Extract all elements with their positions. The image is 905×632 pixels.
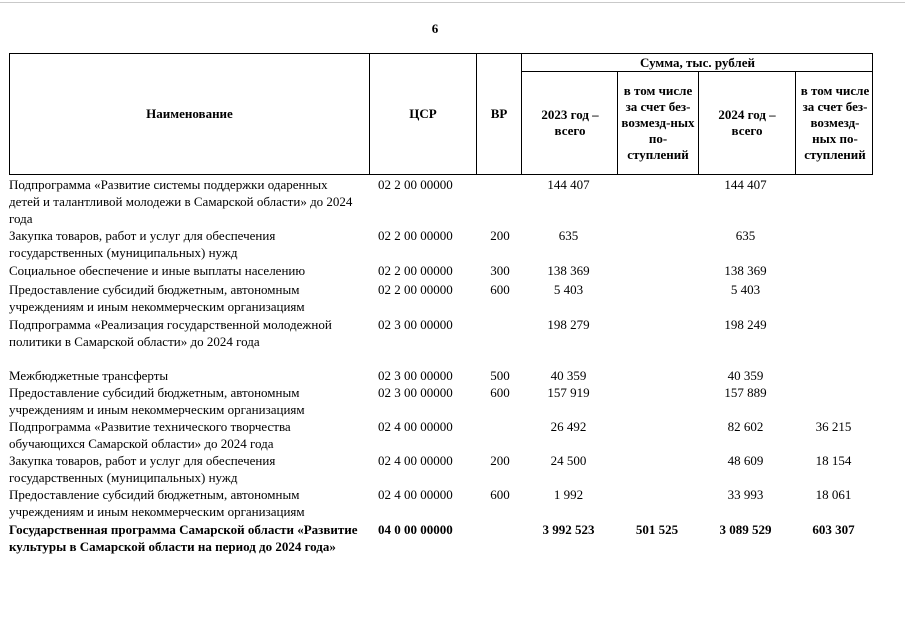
- row-vr: 600: [490, 385, 510, 400]
- row-2024-total: 138 369: [724, 263, 767, 278]
- page-number: 6: [431, 21, 439, 36]
- row-vr: 500: [490, 368, 510, 383]
- row-name: Подпрограмма «Развитие технического творчества обучающихся Самарской области» до 2024 года: [9, 419, 291, 451]
- header-csr: ЦСР: [409, 106, 437, 121]
- divider: [521, 54, 522, 174]
- row-csr: 02 2 00 00000: [378, 177, 453, 192]
- header-name: Наименование: [146, 106, 233, 121]
- row-name: Межбюджетные трансферты: [9, 368, 169, 383]
- row-name: Подпрограмма «Реализация государственной молодежной политики в Самарской области» до 2024 года: [9, 317, 332, 349]
- row-vr: 600: [490, 487, 510, 502]
- row-vr: 300: [490, 263, 510, 278]
- divider: [795, 71, 796, 174]
- header-2023-total: 2023 год – всего: [541, 107, 599, 138]
- row-2024-total: 635: [735, 228, 756, 243]
- row-csr: 04 0 00 00000: [378, 522, 453, 537]
- row-csr: 02 2 00 00000: [378, 228, 453, 243]
- row-csr: 02 4 00 00000: [378, 487, 453, 502]
- row-vr: 200: [490, 453, 510, 468]
- row-2023-total: 198 279: [547, 317, 590, 332]
- row-2024-total: 40 359: [727, 368, 764, 383]
- row-vr: 600: [490, 282, 510, 297]
- row-2024-total: 198 249: [724, 317, 767, 332]
- row-csr: 02 3 00 00000: [378, 368, 453, 383]
- row-2024-total: 5 403: [730, 282, 761, 297]
- row-2023-total: 40 359: [550, 368, 587, 383]
- row-csr: 02 3 00 00000: [378, 317, 453, 332]
- header-2024-free: в том числе за счет без-возмезд-ных по-ступлений: [800, 83, 870, 162]
- row-csr: 02 4 00 00000: [378, 419, 453, 434]
- row-2023-total: 24 500: [550, 453, 587, 468]
- table-header: [9, 53, 873, 175]
- header-2023-free: в том числе за счет без-возмезд-ных по-ступлений: [621, 83, 695, 162]
- row-2024-total: 33 993: [727, 487, 764, 502]
- row-name: Подпрограмма «Развитие системы поддержки одаренных детей и талантливой молодежи в Самарской области» до 2024 года: [9, 177, 353, 226]
- row-2024-total: 157 889: [724, 385, 767, 400]
- row-csr: 02 2 00 00000: [378, 282, 453, 297]
- row-csr: 02 4 00 00000: [378, 453, 453, 468]
- scan-top-border: [0, 2, 905, 3]
- row-name: Государственная программа Самарской области «Развитие культуры в Самарской области на период до 2024 года»: [9, 522, 358, 554]
- row-2023-total: 157 919: [547, 385, 590, 400]
- row-2023-free: 501 525: [635, 522, 679, 537]
- row-2023-total: 138 369: [547, 263, 590, 278]
- divider: [698, 71, 699, 174]
- row-csr: 02 3 00 00000: [378, 385, 453, 400]
- divider: [617, 71, 618, 174]
- row-name: Закупка товаров, работ и услуг для обеспечения государственных (муниципальных) нужд: [9, 228, 276, 260]
- row-2024-total: 3 089 529: [719, 522, 772, 537]
- row-2023-total: 3 992 523: [542, 522, 595, 537]
- row-2024-total: 144 407: [724, 177, 767, 192]
- row-2024-free: 18 061: [815, 487, 852, 502]
- row-name: Предоставление субсидий бюджетным, автономным учреждениям и иным некоммерческим организациям: [9, 282, 305, 314]
- header-2024-total: 2024 год – всего: [718, 107, 776, 138]
- row-2023-total: 5 403: [553, 282, 584, 297]
- row-2023-total: 635: [558, 228, 579, 243]
- row-name: Социальное обеспечение и иные выплаты населению: [9, 263, 306, 278]
- row-2023-total: 144 407: [547, 177, 590, 192]
- row-2024-total: 48 609: [727, 453, 764, 468]
- row-2024-total: 82 602: [727, 419, 764, 434]
- row-name: Предоставление субсидий бюджетным, автономным учреждениям и иным некоммерческим организациям: [9, 487, 305, 519]
- row-name: Закупка товаров, работ и услуг для обеспечения государственных (муниципальных) нужд: [9, 453, 276, 485]
- row-vr: 200: [490, 228, 510, 243]
- row-2024-free: 36 215: [815, 419, 852, 434]
- row-2024-free: 18 154: [815, 453, 852, 468]
- row-csr: 02 2 00 00000: [378, 263, 453, 278]
- header-vr: ВР: [490, 106, 508, 121]
- row-2023-total: 26 492: [550, 419, 587, 434]
- row-2024-free: 603 307: [812, 522, 855, 537]
- header-sum-title: Сумма, тыс. рублей: [640, 55, 755, 70]
- row-name: Предоставление субсидий бюджетным, автономным учреждениям и иным некоммерческим организациям: [9, 385, 305, 417]
- row-2023-total: 1 992: [553, 487, 584, 502]
